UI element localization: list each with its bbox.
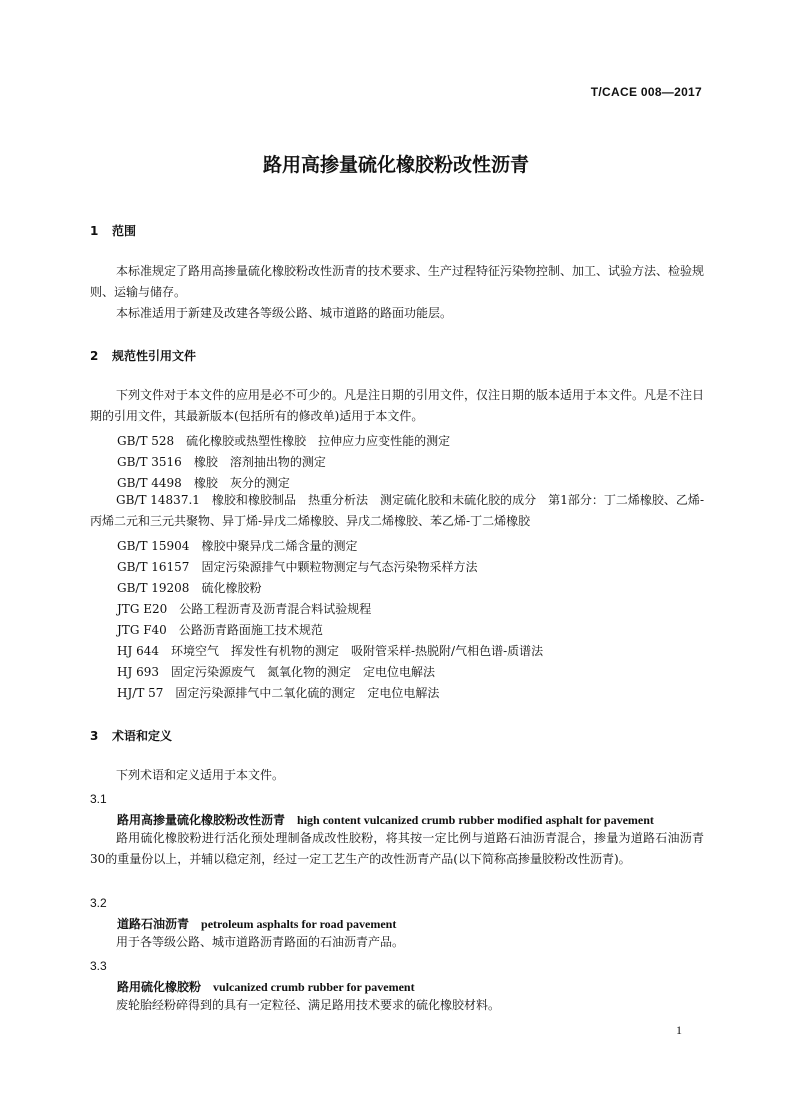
reference-title: 固定污染源排气中颗粒物测定与气态污染物采样方法 (201, 560, 478, 574)
reference-title: 固定污染源排气中二氧化硫的测定 定电位电解法 (175, 686, 440, 700)
section-number: 3 (90, 729, 99, 743)
reference-code: HJ 644 (117, 644, 159, 658)
section-number: 1 (90, 224, 99, 238)
reference-item-wrapped (90, 490, 704, 532)
reference-code: GB/T 4498 (117, 476, 182, 490)
term-number: 3.3 (90, 959, 107, 973)
reference-item (117, 474, 290, 491)
reference-title: 硫化橡胶粉 (201, 581, 262, 595)
section-3-heading (90, 727, 172, 744)
term-english: vulcanized crumb rubber for pavement (213, 980, 415, 994)
reference-code: JTG E20 (117, 602, 168, 616)
reference-item (117, 684, 439, 701)
term-heading (117, 811, 654, 828)
reference-title: 硫化橡胶或热塑性橡胶 拉伸应力应变性能的测定 (186, 434, 451, 448)
reference-code: HJ 693 (117, 665, 159, 679)
section-number: 2 (90, 349, 99, 363)
term-number: 3.2 (90, 896, 107, 910)
term-heading (117, 915, 396, 932)
page-number: 1 (676, 1023, 682, 1037)
scope-paragraph-2: 本标准适用于新建及改建各等级公路、城市道路的路面功能层。 (116, 306, 453, 320)
section-title: 范围 (112, 224, 137, 238)
term-number: 3.1 (90, 792, 107, 806)
reference-code: JTG F40 (117, 623, 167, 637)
reference-title: 环境空气 挥发性有机物的测定 吸附管采样-热脱附/气相色谱-质谱法 (171, 644, 544, 658)
term-chinese: 道路石油沥青 (117, 917, 190, 931)
section-title: 术语和定义 (112, 729, 173, 743)
reference-code: GB/T 528 (117, 434, 175, 448)
scope-paragraph-1: 本标准规定了路用高掺量硫化橡胶粉改性沥青的技术要求、生产过程特征污染物控制、加工、试验方法、检验规则、运输与储存。 (90, 264, 705, 299)
reference-code: GB/T 14837.1 (116, 493, 200, 507)
reference-title: 橡胶中聚异戊二烯含量的测定 (201, 539, 358, 553)
standard-code: T/CACE 008—2017 (590, 85, 702, 99)
reference-item (117, 642, 543, 659)
reference-code: GB/T 3516 (117, 455, 182, 469)
reference-code: GB/T 19208 (117, 581, 190, 595)
reference-title: 公路工程沥青及沥青混合料试验规程 (179, 602, 372, 616)
reference-item (117, 579, 261, 596)
reference-item (117, 453, 326, 470)
term-english: high content vulcanized crumb rubber modified asphalt for pavement (297, 813, 654, 827)
reference-title: 橡胶 溶剂抽出物的测定 (193, 455, 326, 469)
document-title: 路用高掺量硫化橡胶粉改性沥青 (262, 154, 529, 176)
reference-item (117, 663, 435, 680)
term-chinese: 路用硫化橡胶粉 (117, 980, 202, 994)
reference-title: 橡胶 灰分的测定 (193, 476, 290, 490)
section-title: 规范性引用文件 (112, 349, 197, 363)
terms-intro: 下列术语和定义适用于本文件。 (116, 768, 285, 782)
reference-title: 公路沥青路面施工技术规范 (178, 623, 323, 637)
term-definition: 用于各等级公路、城市道路沥青路面的石油沥青产品。 (116, 935, 405, 949)
term-chinese: 路用高掺量硫化橡胶粉改性沥青 (117, 813, 286, 827)
term-definition: 废轮胎经粉碎得到的具有一定粒径、满足路用技术要求的硫化橡胶材料。 (116, 998, 501, 1012)
reference-title: 橡胶和橡胶制品 热重分析法 测定硫化胶和未硫化胶的成分 第1部分：丁二烯橡胶、乙烯-丙烯二元和三元共聚物、异丁烯-异戊二烯橡胶、异戊二烯橡胶、苯乙烯-丁二烯橡胶 (90, 493, 704, 528)
reference-item (117, 432, 450, 449)
reference-code: GB/T 15904 (117, 539, 190, 553)
section-1-heading (90, 222, 136, 239)
references-intro: 下列文件对于本文件的应用是必不可少的。凡是注日期的引用文件，仅注日期的版本适用于本文件。凡是不注日期的引用文件，其最新版本(包括所有的修改单)适用于本文件。 (90, 388, 705, 423)
reference-item (117, 558, 477, 575)
reference-code: GB/T 16157 (117, 560, 190, 574)
reference-item (117, 600, 371, 617)
term-definition: 路用硫化橡胶粉进行活化预处理制备成改性胶粉，将其按一定比例与道路石油沥青混合，掺量为道路石油沥青30的重量份以上，并辅以稳定剂，经过一定工艺生产的改性沥青产品(以下简称高掺量胶粉改性沥青)。 (90, 831, 704, 866)
term-heading (117, 978, 415, 995)
section-2-heading (90, 347, 196, 364)
reference-item (117, 621, 323, 638)
reference-title: 固定污染源废气 氮氧化物的测定 定电位电解法 (171, 665, 436, 679)
reference-item (117, 537, 357, 554)
reference-code: HJ/T 57 (117, 686, 164, 700)
term-english: petroleum asphalts for road pavement (201, 917, 397, 931)
